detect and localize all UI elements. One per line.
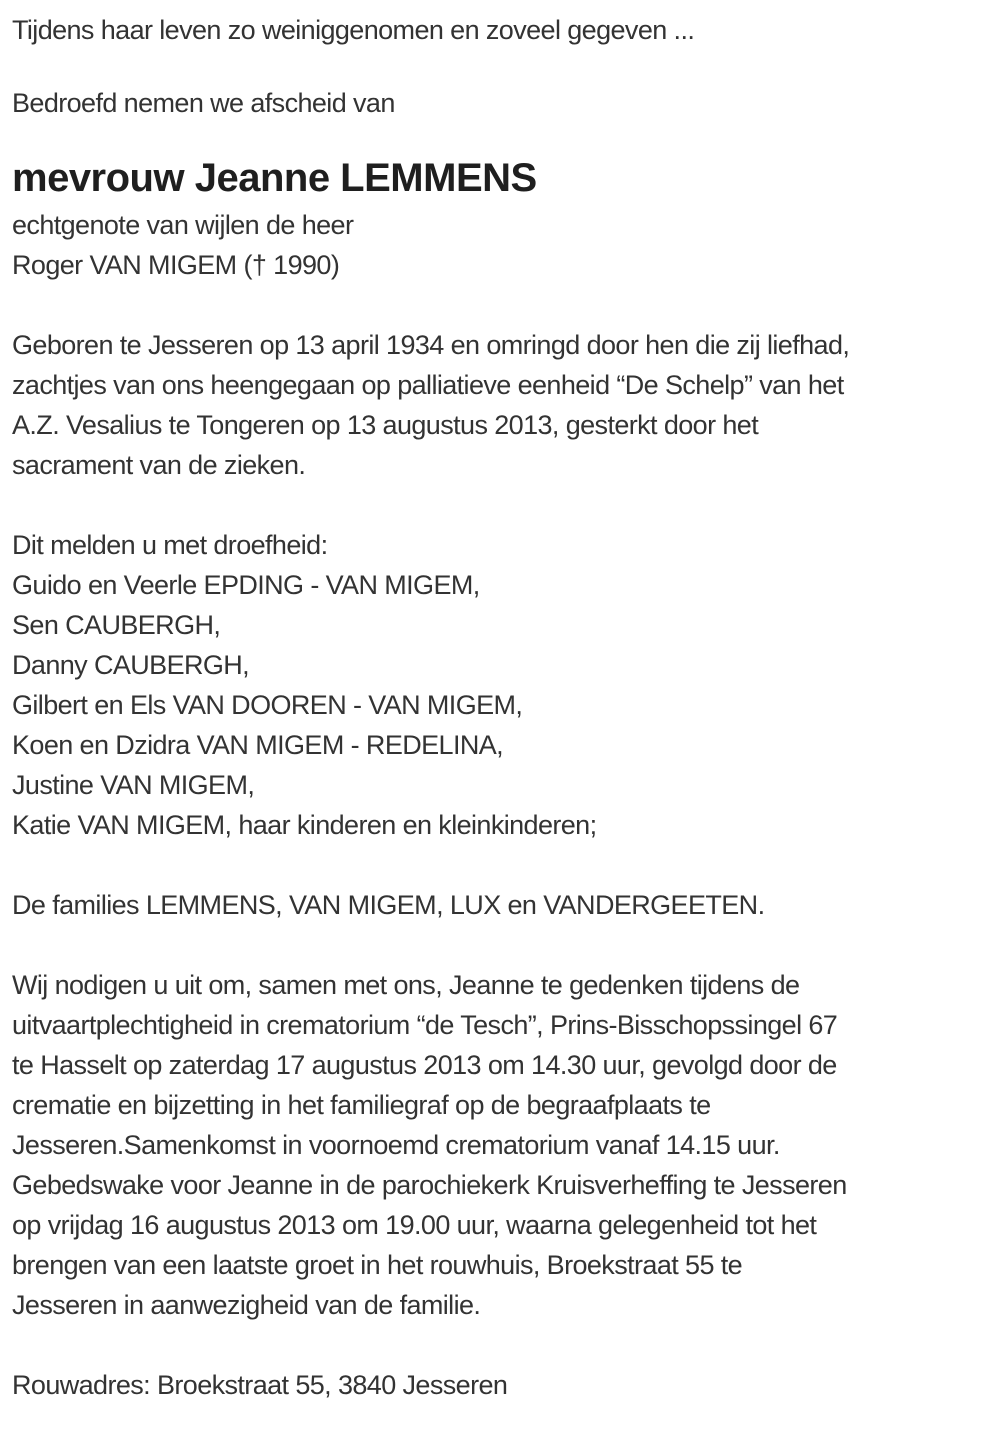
- ceremony-line: crematie en bijzetting in het familiegraf op de begraafplaats te: [12, 1090, 711, 1120]
- mourner-line: Katie VAN MIGEM, haar kinderen en kleinkinderen;: [12, 810, 597, 840]
- life-paragraph: [12, 325, 992, 485]
- deceased-name-heading: mevrouw Jeanne LEMMENS: [12, 156, 537, 200]
- life-line: A.Z. Vesalius te Tongeren op 13 augustus 2013, gesterkt door het: [12, 410, 759, 440]
- families-line: De families LEMMENS, VAN MIGEM, LUX en VANDERGEETEN.: [12, 890, 765, 920]
- mourner-line: Koen en Dzidra VAN MIGEM - REDELINA,: [12, 730, 504, 760]
- ceremony-line: Jesseren in aanwezigheid van de familie.: [12, 1290, 481, 1320]
- ceremony-line: te Hasselt op zaterdag 17 augustus 2013 om 14.30 uur, gevolgd door de: [12, 1050, 837, 1080]
- mourner-line: Guido en Veerle EPDING - VAN MIGEM,: [12, 570, 480, 600]
- ceremony-line: Wij nodigen u uit om, samen met ons, Jeanne te gedenken tijdens de: [12, 970, 800, 1000]
- address-line: Rouwadres: Broekstraat 55, 3840 Jesseren: [12, 1370, 508, 1400]
- mourner-line: Sen CAUBERGH,: [12, 610, 221, 640]
- mourner-line: Danny CAUBERGH,: [12, 650, 250, 680]
- ceremony-line: Jesseren.Samenkomst in voornoemd crematorium vanaf 14.15 uur.: [12, 1130, 780, 1160]
- families-paragraph: [12, 885, 992, 925]
- spouse-line: Roger VAN MIGEM († 1990): [12, 250, 340, 280]
- ceremony-line: uitvaartplechtigheid in crematorium “de Tesch”, Prins-Bisschopssingel 67: [12, 1010, 838, 1040]
- announcement-paragraph: [12, 525, 992, 845]
- address-paragraph: [12, 1365, 992, 1405]
- spouse-paragraph: [12, 205, 992, 285]
- spouse-line: echtgenote van wijlen de heer: [12, 210, 354, 240]
- life-line: zachtjes van ons heengegaan op palliatieve eenheid “De Schelp” van het: [12, 370, 844, 400]
- ceremony-paragraph: [12, 965, 992, 1325]
- announcement-heading-line: Dit melden u met droefheid:: [12, 530, 328, 560]
- epigraph-line: Tijdens haar leven zo weiniggenomen en zoveel gegeven ...: [12, 15, 695, 45]
- epigraph-paragraph: [12, 10, 992, 50]
- intro-line: Bedroefd nemen we afscheid van: [12, 88, 395, 118]
- ceremony-line: brengen van een laatste groet in het rouwhuis, Broekstraat 55 te: [12, 1250, 743, 1280]
- intro-paragraph: [12, 83, 992, 123]
- life-line: Geboren te Jesseren op 13 april 1934 en omringd door hen die zij liefhad,: [12, 330, 850, 360]
- ceremony-line: op vrijdag 16 augustus 2013 om 19.00 uur, waarna gelegenheid tot het: [12, 1210, 817, 1240]
- mourner-line: Justine VAN MIGEM,: [12, 770, 255, 800]
- life-line: sacrament van de zieken.: [12, 450, 306, 480]
- ceremony-line: Gebedswake voor Jeanne in de parochiekerk Kruisverheffing te Jesseren: [12, 1170, 847, 1200]
- mourner-line: Gilbert en Els VAN DOOREN - VAN MIGEM,: [12, 690, 523, 720]
